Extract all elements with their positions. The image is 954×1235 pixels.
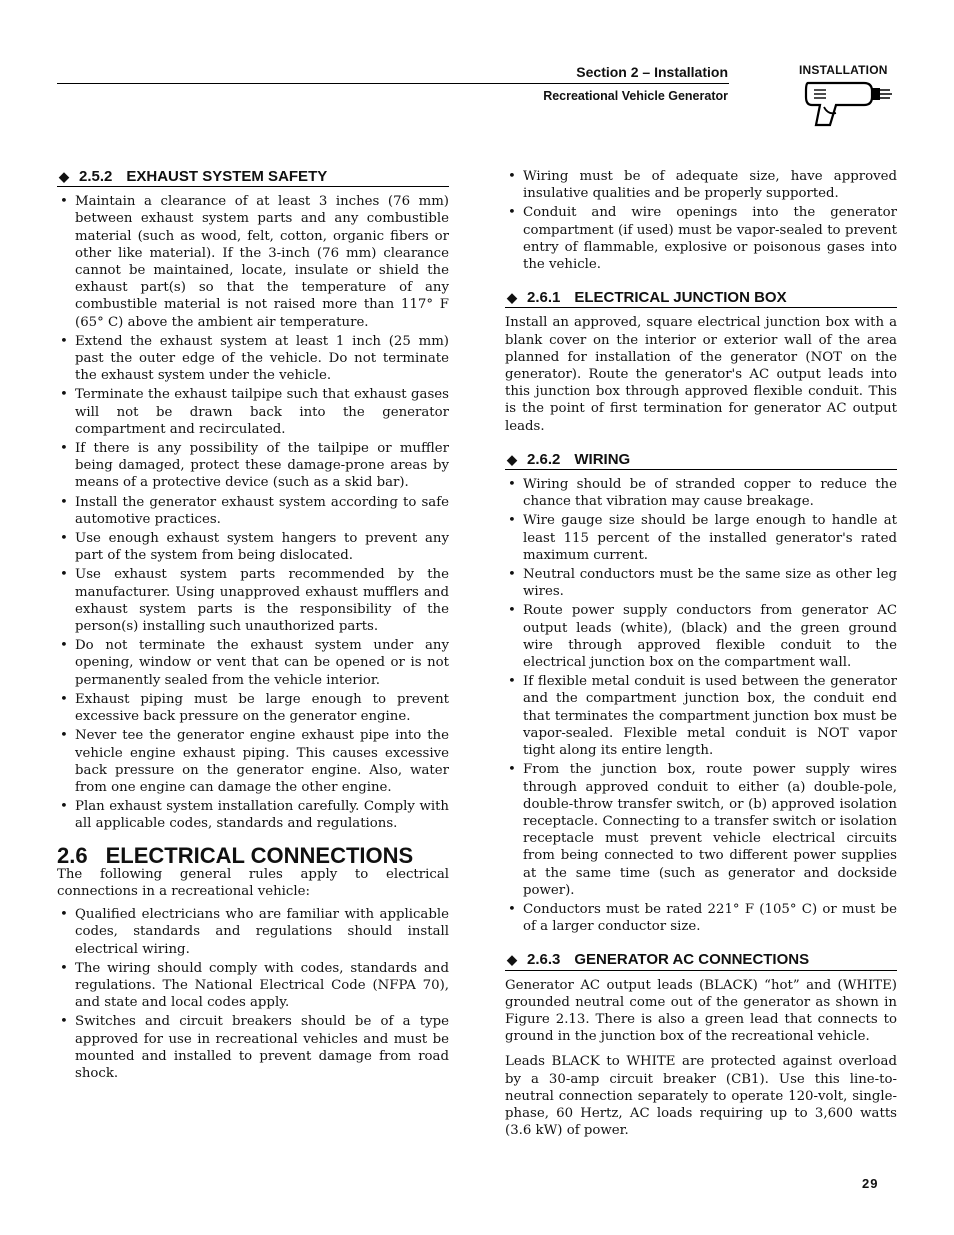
- left-column: [57, 168, 449, 1084]
- heading-number: 2.5.2: [79, 168, 113, 185]
- page-number: 29: [862, 1176, 879, 1191]
- right-column: [505, 168, 897, 1147]
- list-item: • Use exhaust system parts recommended by the manufacturer. Using unapproved exhaust mufflers and exhaust system parts is the responsibility of the person(s) installing such unauthorized parts.: [57, 566, 449, 635]
- list-item: • Conductors must be rated 221° F (105° C) or must be of a larger conductor size.: [505, 901, 897, 935]
- heading-text: ELECTRICAL CONNECTIONS: [105, 842, 414, 868]
- ac-connections-paragraph-2: Leads BLACK to WHITE are protected against overload by a 30-amp circuit breaker (CB1). Use this line-to-neutral connection separately to operate 120-volt, single-phase, 60 Hertz, AC loads requiring up to 3,600 watts (3.6 kW) of power.: [505, 1054, 897, 1139]
- junction-box-text: Install an approved, square electrical junction box with a blank cover on the interior or exterior wall of the area planned for installation of the generator (NOT on the generator). Route the generator's AC output leads into this junction box through approved flexible conduit. This is the point of first termination for generator AC output leads.: [505, 315, 897, 434]
- list-item: • If there is any possibility of the tailpipe or muffler being damaged, protect these damage-prone areas by means of a protective device (such as a skid bar).: [57, 440, 449, 492]
- list-item: • Extend the exhaust system at least 1 inch (25 mm) past the outer edge of the vehicle. Do not terminate the exhaust system under the vehicle.: [57, 333, 449, 385]
- diamond-icon: ◆: [507, 952, 517, 968]
- header-rule: [57, 83, 729, 84]
- heading-number: 2.6.2: [527, 450, 561, 468]
- list-item: • Plan exhaust system installation carefully. Comply with all applicable codes, standards and regulations.: [57, 798, 449, 832]
- list-item: • Use enough exhaust system hangers to prevent any part of the system from being dislocated.: [57, 530, 449, 564]
- heading-electrical-connections: [57, 842, 449, 868]
- diamond-icon: ◆: [507, 451, 517, 467]
- ac-connections-paragraph-1: Generator AC output leads (BLACK) “hot” and (WHITE) grounded neutral come out of the generator as shown in Figure 2.13. There is also a green lead that connects to ground in the junction box of the recreational vehicle.: [505, 977, 897, 1045]
- installation-label: INSTALLATION: [799, 63, 888, 77]
- manual-subtitle: Recreational Vehicle Generator: [543, 89, 728, 103]
- heading-exhaust-system-safety: [57, 168, 449, 187]
- list-item: • Qualified electricians who are familiar with applicable codes, standards and regulations should install electrical wiring.: [57, 906, 449, 958]
- section-title: Section 2 – Installation: [576, 64, 728, 80]
- heading-text: EXHAUST SYSTEM SAFETY: [126, 168, 328, 185]
- heading-text: ELECTRICAL JUNCTION BOX: [574, 289, 787, 307]
- list-item: • Terminate the exhaust tailpipe such that exhaust gases will not be drawn back into the generator compartment and recirculated.: [57, 386, 449, 438]
- list-item: • Maintain a clearance of at least 3 inches (76 mm) between exhaust system parts and any combustible material (such as wood, felt, cotton, organic fibers or other like material). If the 3-inch (76 mm) clearance cannot be maintained, locate, insulate or shield the exhaust part(s) so that the temperature of any combustible material is not raised more than 117° F (65° C) above the ambient air temperature.: [57, 193, 449, 331]
- heading-electrical-junction-box: [505, 289, 897, 308]
- list-item: • Wiring must be of adequate size, have approved insulative qualities and be properly supported.: [505, 168, 897, 202]
- list-item: • Do not terminate the exhaust system under any opening, window or vent that can be opened or is not permanently sealed from the vehicle interior.: [57, 637, 449, 689]
- wiring-list: [505, 476, 897, 935]
- drill-icon: [802, 77, 894, 129]
- list-item: • The wiring should comply with codes, standards and regulations. The National Electrical Code (NFPA 70), and state and local codes apply.: [57, 960, 449, 1012]
- heading-text: GENERATOR AC CONNECTIONS: [574, 951, 810, 969]
- continued-rules-list: [505, 168, 897, 273]
- exhaust-safety-list: [57, 193, 449, 832]
- heading-number: 2.6.1: [527, 289, 561, 307]
- heading-number: 2.6.3: [527, 951, 561, 969]
- installation-badge: [799, 63, 899, 131]
- list-item: • Never tee the generator engine exhaust pipe into the vehicle engine exhaust piping. This causes excessive back pressure on the generator engine. Also, water from one engine can damage the other engine.: [57, 727, 449, 796]
- list-item: • Install the generator exhaust system according to safe automotive practices.: [57, 494, 449, 528]
- heading-number: 2.6: [57, 842, 88, 868]
- list-item: • Route power supply conductors from generator AC output leads (white), (black) and the green ground wire through approved flexible conduit to the electrical junction box on the compartment wall.: [505, 602, 897, 671]
- list-item: • Exhaust piping must be large enough to prevent excessive back pressure on the generator engine.: [57, 691, 449, 725]
- list-item: • Wire gauge size should be large enough to handle at least 115 percent of the installed generator's rated maximum current.: [505, 512, 897, 564]
- electrical-rules-list: [57, 906, 449, 1082]
- electrical-intro: The following general rules apply to electrical connections in a recreational vehicle:: [57, 866, 449, 899]
- list-item: • Switches and circuit breakers should be of a type approved for use in recreational vehicles and must be mounted and installed to prevent damage from road shock.: [57, 1013, 449, 1082]
- diamond-icon: ◆: [59, 169, 69, 184]
- list-item: • Conduit and wire openings into the generator compartment (if used) must be vapor-sealed to prevent entry of flammable, explosive or poisonous gases into the vehicle.: [505, 204, 897, 273]
- diamond-icon: ◆: [507, 290, 517, 306]
- list-item: • Wiring should be of stranded copper to reduce the chance that vibration may cause breakage.: [505, 476, 897, 510]
- list-item: • Neutral conductors must be the same size as other leg wires.: [505, 566, 897, 600]
- heading-text: WIRING: [574, 450, 631, 468]
- list-item: • If flexible metal conduit is used between the generator and the compartment junction box, the conduit end that terminates the compartment junction box must be vapor-sealed. Flexible metal conduit is NOT vapor tight along its entire length.: [505, 673, 897, 759]
- list-item: • From the junction box, route power supply wires through approved conduit to either (a) double-pole, double-throw transfer switch, or (b) approved isolation receptacle. Connecting to a transfer switch or isolation receptacle must prevent vehicle electrical circuits from being connected to two different power supplies at the same time (such as generator and dockside power).: [505, 761, 897, 899]
- heading-generator-ac-connections: [505, 951, 897, 970]
- heading-wiring: [505, 451, 897, 470]
